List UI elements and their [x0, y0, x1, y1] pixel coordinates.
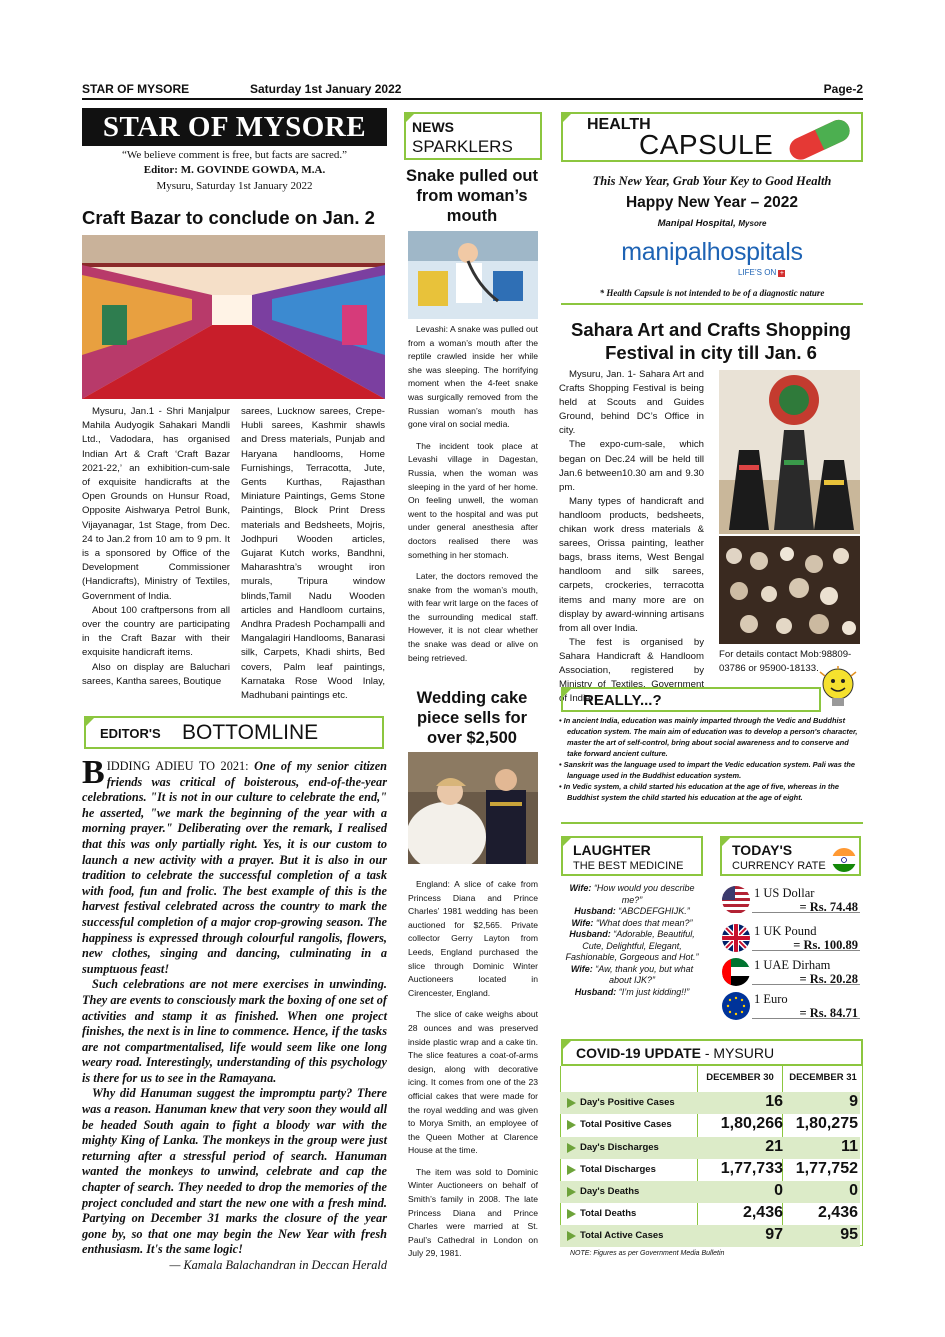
sahara-paragraph: Many types of handicraft and handloom products, bedsheets, chikan work dress materials & sarees, Orissa painting, leather bags, brass items, West Bengal handloom and silk sarees, carpets, crockeries, terracotta items and many more are on display by award-winning artisans from all over India.: [559, 495, 704, 634]
snake-article: [408, 323, 538, 665]
joke-line: [559, 964, 705, 987]
laughter-label-bold: LAUGHTER: [573, 842, 651, 858]
lightbulb-icon: [818, 666, 858, 712]
joke-line: [559, 987, 705, 999]
india-flag-icon: [832, 848, 856, 872]
covid-dec30-value: 16: [765, 1093, 783, 1110]
really-label: REALLY...?: [583, 692, 662, 709]
editorial-body: [82, 754, 388, 1274]
sahara-paragraph: The fest is organised by Sahara Handicraft & Handloom Association, registered by Ministry of Textiles, Government of India.: [559, 636, 704, 705]
really-item-text: Sanskrit was the language used to impart the Vedic education system. Pali was the language used in the Buddhist education system.: [563, 760, 855, 780]
manipal-logo: manipalhospitals: [621, 238, 803, 266]
joke-speaker: Husband:: [574, 906, 616, 916]
craft-bazar-photo: [82, 235, 385, 399]
masthead-motto: “We believe comment is free, but facts are sacred.”: [121, 149, 348, 161]
health-capsule-box: [561, 112, 863, 162]
joke-line: [559, 906, 705, 918]
sahara-headline: Sahara Art and Crafts Shopping Festival in city till Jan. 6: [571, 319, 851, 363]
craft-paragraph: Also on display are Baluchari sarees, Kantha sarees, Boutique: [82, 661, 230, 687]
news-sparklers-box: [404, 112, 542, 160]
royal-wedding-photo: [408, 752, 538, 864]
cake-paragraph: The item was sold to Dominic Winter Auctioneers on behalf of Smith’s family in 2008. The late Princess Diana and Prince Charles were married at St. Paul’s Cathedral in London on July 29, 1981.: [408, 1166, 538, 1259]
plus-icon: +: [779, 270, 785, 277]
covid-note: NOTE: Figures as per Government Media Bulletin: [570, 1250, 725, 1257]
joke-text: “What does that mean?”: [595, 917, 693, 928]
joke-speaker: Husband:: [569, 929, 611, 939]
really-box: [561, 687, 821, 712]
health-disclaimer: * Health Capsule is not intended to be of a diagnostic nature: [599, 288, 825, 298]
covid-dec31-value: 95: [840, 1226, 858, 1243]
covid-dec30-value: 1,80,266: [720, 1115, 783, 1132]
craft-paragraph: Mysuru, Jan.1 - Shri Manjalpur Mahila Audyogik Sahakari Mandli Ltd., Vadodara, has organised Indian Art & Craft ‘Craft Bazar 2021-22,’ an exhibition-cum-sale of exquisite handicrafts at the Open Grounds on Hunsur Road, Opposite Aishwarya Petrol Bunk, Vijayanagar, 1st Stage, from Dec. 24 to Jan.2 from 10 am to 9 pm. It is a sponsored by Office of the Development Commissioner (Handicrafts), Ministry of Textiles, Government of India.: [82, 406, 230, 602]
covid-label-bold: COVID-19 UPDATE: [576, 1045, 701, 1061]
currency-row-aed: [720, 956, 860, 984]
editorial-label-light: BOTTOMLINE: [182, 721, 319, 744]
covid-row: [560, 1114, 860, 1136]
joke-text: “Aw, thank you, but what about IJK?”: [595, 963, 694, 985]
health-sponsor: [561, 218, 863, 229]
covid-dec31-value: 11: [841, 1138, 858, 1155]
covid-dec31-value: 1,80,275: [795, 1115, 858, 1132]
laughter-joke: [559, 883, 705, 998]
editorial-lead: IDDING ADIEU TO 2021:: [106, 759, 249, 773]
really-divider: [561, 822, 863, 824]
currency-label-light: CURRENCY RATE: [732, 860, 826, 872]
snake-paragraph: Later, the doctors removed the snake from the woman’s mouth, with fear writ large on the faces of the surrounding medical staff. However, it is not clear whether the snake was dead or alive on being retrieved.: [408, 571, 538, 663]
joke-speaker: Wife:: [570, 963, 593, 974]
sahara-article: [559, 368, 704, 706]
covid-dec30-value: 1,77,733: [720, 1160, 783, 1177]
covid-row-label: Total Discharges: [580, 1164, 656, 1175]
news-label-bold: NEWS: [412, 119, 454, 135]
really-item: • In Vedic system, a child started his education at the age of five, whereas in the Buddhist system the child started his education at the age of eight.: [559, 782, 839, 802]
health-divider: [561, 303, 863, 305]
currency-rate: = Rs. 100.89: [793, 938, 858, 952]
joke-speaker: Husband:: [574, 986, 617, 997]
currency-row-usd: [720, 884, 860, 912]
covid-row-label: Total Positive Cases: [580, 1119, 672, 1130]
editorial-paragraph: Why did Hanuman suggest the impromptu party? There was a reason. Hanuman knew that very soon they would all be headed South again to fight a bloody war with the mighty King of Lanka. The monkeys in the group were just returning after a stressful period of search. Hanuman wanted the monkeys to unwind, celebrate and cap the chapter of search. They needed to drop the memories of the project concluded and start the new one with a fresh mind. Partying on December 31 marks the closure of the year gone by, so that one may begin the New Year with fresh enthusiasm. It's the same logic!: [82, 1086, 387, 1257]
craft-paragraph: sarees, Lucknow sarees, Crepe-Hubli sarees, Kashmir shawls and Dress materials, Punjab and Haryana handlooms, Home Furnishings, Terracotta, Jute, Gents Kurthas, Rajasthan Miniature Paintings, Gems Stone Paintings, Block Print Dress materials and Bedsheets, Mojris, Jodhpuri Wooden articles, Gujarat Kutch works, Bandhni, Maharashtra’s wrought iron murals, Tripura window blinds,Tamil Nadu Wooden articles and Handloom curtains, Andhra Pradesh Pochampalli and Mangalagiri Handlooms, Banarasi silk, Carpets, Khadi shirts, Bed covers, Palm leaf paintings, Karnataka Rose Wood Inlay, Madhubani paintings etc.: [241, 406, 385, 702]
covid-col-dec30: DECEMBER 30: [706, 1072, 774, 1083]
manipal-logo-sub-text: LIFE’S ON: [738, 268, 777, 277]
joke-text: “How would you describe me?”: [593, 883, 695, 905]
laughter-label-light: THE BEST MEDICINE: [573, 860, 684, 872]
covid-row: [560, 1203, 860, 1225]
covid-row-label: Day's Discharges: [580, 1142, 659, 1153]
sahara-paragraph: The expo-cum-sale, which began on Dec.24 will be held till Jan.6 between10.30 am and 9.30 pm.: [559, 439, 704, 493]
joke-text: “I’m just kidding!!”: [618, 986, 690, 997]
capsule-pills-icon: [781, 116, 863, 162]
currency-rate: = Rs. 84.71: [799, 1006, 858, 1020]
editorial-dropcap: B: [82, 754, 105, 791]
health-label-light: CAPSULE: [639, 129, 774, 160]
craft-headline: Craft Bazar to conclude on Jan. 2: [82, 207, 375, 228]
cake-headline: Wedding cake piece sells for over $2,500: [416, 689, 528, 747]
currency-box: [720, 836, 861, 876]
sahara-contact: For details contact Mob:98809-03786 or 95900-18133.: [719, 649, 852, 674]
header-paper-name: STAR OF MYSORE: [82, 82, 190, 96]
joke-line: [559, 883, 705, 906]
currency-row-gbp: [720, 922, 860, 950]
covid-dec31-value: 1,77,752: [795, 1160, 858, 1177]
covid-dec31-value: 9: [849, 1093, 858, 1110]
joke-line: [559, 929, 705, 964]
health-title: Happy New Year – 2022: [625, 194, 799, 211]
covid-row-label: Total Deaths: [580, 1208, 637, 1219]
currency-rate: = Rs. 20.28: [799, 972, 858, 986]
covid-row: [560, 1137, 860, 1159]
uk-flag-icon: [722, 924, 750, 952]
covid-row-label: Total Active Cases: [580, 1230, 664, 1241]
really-item: • In ancient India, education was mainly imparted through the Vedic and Buddhist education system. The main aim of education was to develop a person's character, master the art of self-control, bring about social awareness and to conserve and take forward ancient culture.: [559, 716, 858, 758]
really-list: [559, 715, 863, 803]
snake-photo: [408, 231, 538, 319]
cake-article: [408, 878, 538, 1261]
masthead-dateline: Mysuru, Saturday 1st January 2022: [156, 180, 313, 192]
currency-name: 1 US Dollar: [754, 886, 815, 900]
joke-line: [559, 918, 705, 930]
covid-row-label: Day's Deaths: [580, 1186, 640, 1197]
news-label-light: SPARKLERS: [412, 137, 513, 156]
covid-dec31-value: 0: [849, 1182, 858, 1199]
snake-paragraph: The incident took place at Levashi village in Dagestan, Russia, when the woman was sleeping in the yard of her home. On feeling unwell, the woman went to the hospital and was put under general anesthesia after doctors realised there was something in her stomach.: [408, 440, 538, 560]
currency-row-eur: [720, 990, 860, 1018]
really-item: • Sanskrit was the language used to impart the Vedic education system. Pali was the language used in the Buddhist education system.: [559, 760, 855, 780]
covid-dec30-value: 2,436: [742, 1204, 783, 1221]
currency-label-bold: TODAY'S: [732, 842, 793, 858]
page-header: [82, 80, 863, 100]
covid-label-light: - MYSURU: [700, 1045, 775, 1061]
header-date: Saturday 1st January 2022: [250, 82, 402, 96]
editorial-label-bold: EDITOR'S: [100, 726, 161, 741]
health-tagline: This New Year, Grab Your Key to Good Health: [592, 174, 832, 188]
snake-paragraph: Levashi: A snake was pulled out from a woman’s mouth after the reptile crawled inside her while she was sleeping. The horrifying moment when the 4-feet snake was surgically removed from the Russian woman’s mouth has gone viral on social media.: [408, 324, 538, 430]
craft-paragraph: About 100 craftpersons from all over the country are participating in the Craft Bazar with their exquisite handicraft items.: [82, 604, 230, 659]
covid-dec30-value: 0: [774, 1182, 783, 1199]
covid-header-box: [561, 1039, 863, 1066]
sahara-photo-crafts: [719, 536, 860, 644]
health-label-bold: HEALTH: [587, 116, 651, 133]
craft-column-1: [82, 405, 230, 689]
covid-dec30-value: 21: [765, 1138, 783, 1155]
currency-name: 1 UAE Dirham: [754, 958, 831, 972]
sahara-photo-pottery: [719, 370, 860, 534]
masthead-title: STAR OF MYSORE: [82, 108, 387, 146]
really-item-text: In ancient India, education was mainly imparted through the Vedic and Buddhist education system. The main aim of education was to develop a person's character, master the art of self-control, bring about social awareness and to conserve and take forward ancient culture.: [563, 716, 858, 758]
covid-row-label: Day's Positive Cases: [580, 1097, 675, 1108]
covid-col-dec31: DECEMBER 31: [789, 1072, 857, 1083]
laughter-box: [561, 836, 703, 876]
health-sponsor-city: Mysore: [738, 219, 767, 228]
editorial-byline: — Kamala Balachandran in Deccan Herald: [169, 1258, 387, 1272]
currency-name: 1 Euro: [754, 992, 788, 1006]
joke-text: “Adorable, Beautiful, Cute, Delightful, Elegant, Fashionable, Gorgeous and Hot.”: [565, 929, 699, 962]
masthead-editor: Editor: M. GOVINDE GOWDA, M.A.: [143, 164, 326, 176]
craft-column-2: [241, 405, 385, 703]
cake-paragraph: England: A slice of cake from Princess Diana and Prince Charles’ 1981 wedding has been auctioned for $2,565. Private collector Gerry Layton from Leeds, England purchased the slice through Dominic Winter Auctioneers located in Cirencester, England.: [408, 879, 538, 998]
covid-row: [560, 1181, 860, 1203]
currency-name: 1 UK Pound: [754, 924, 817, 938]
editorial-paragraph: One of my senior citizen friends was critical of boisterous, end-of-the-year celebrations. "It is not in our culture to celebrate the end," he asserted, "we mark the beginning of the year with a morning prayer." Deliberating over the remark, I realised that this was only partially right. Yes, it is our custom to launch a new activity with a prayer. But it is also in our tradition to celebrate the successful completion of a task with food, fun and frolic. The best example of this is the harvest festival celebrated across the country to mark the successful completion of a major crop-growing season. The happiness is expressed through colourful rangolis, flowers, new clothes, singing and dancing, culminating in a sumptuous feast!: [82, 759, 387, 976]
eu-flag-icon: [722, 992, 750, 1020]
health-sponsor-name: Manipal Hospital,: [657, 218, 736, 229]
covid-row: [560, 1225, 860, 1247]
editors-bottomline-box: [84, 716, 384, 749]
uae-flag-icon: [722, 958, 750, 986]
usa-flag-icon: [722, 886, 750, 914]
manipal-logo-sub: [738, 268, 785, 277]
joke-text: “ABCDEFGHIJK.”: [618, 906, 690, 916]
really-item-text: In Vedic system, a child started his education at the age of five, whereas in the Buddhist system the child started his education at the age of eight.: [563, 782, 839, 802]
covid-row: [560, 1159, 860, 1181]
joke-speaker: Wife:: [571, 917, 594, 928]
covid-dec31-value: 2,436: [817, 1204, 858, 1221]
snake-headline: Snake pulled out from woman’s mouth: [405, 167, 539, 225]
joke-speaker: Wife:: [569, 883, 592, 893]
currency-rate: = Rs. 74.48: [799, 900, 858, 914]
covid-dec30-value: 97: [765, 1226, 783, 1243]
header-page-number: Page-2: [823, 82, 863, 96]
sahara-paragraph: Mysuru, Jan. 1- Sahara Art and Crafts Shopping Festival is being held at Scouts and Guides Ground, behind DC’s Office in city.: [559, 369, 704, 437]
covid-label: [576, 1045, 774, 1061]
covid-row: [560, 1092, 860, 1114]
editorial-paragraph: Such celebrations are not mere exercises in unwinding. They are events to consciously mark the boxing of one set of activities and stamp it as finished. When one project finishes, the next is in line to commence. Hence, if the tasks are not compartmentalised, life would seem like one long weary road. Interestingly, understanding of this psychology is there for us to see in the Ramayana.: [82, 977, 388, 1085]
cake-paragraph: The slice of cake weighs about 28 ounces and was preserved inside plastic wrap and a cake tin. The slice features a coat-of-arms design, along with decorative icing. It comes from one of the 23 official cakes that were made for the royal wedding and was given to Morya Smith, an employee of the Queen Mother at Clarence House at the time.: [408, 1009, 538, 1156]
